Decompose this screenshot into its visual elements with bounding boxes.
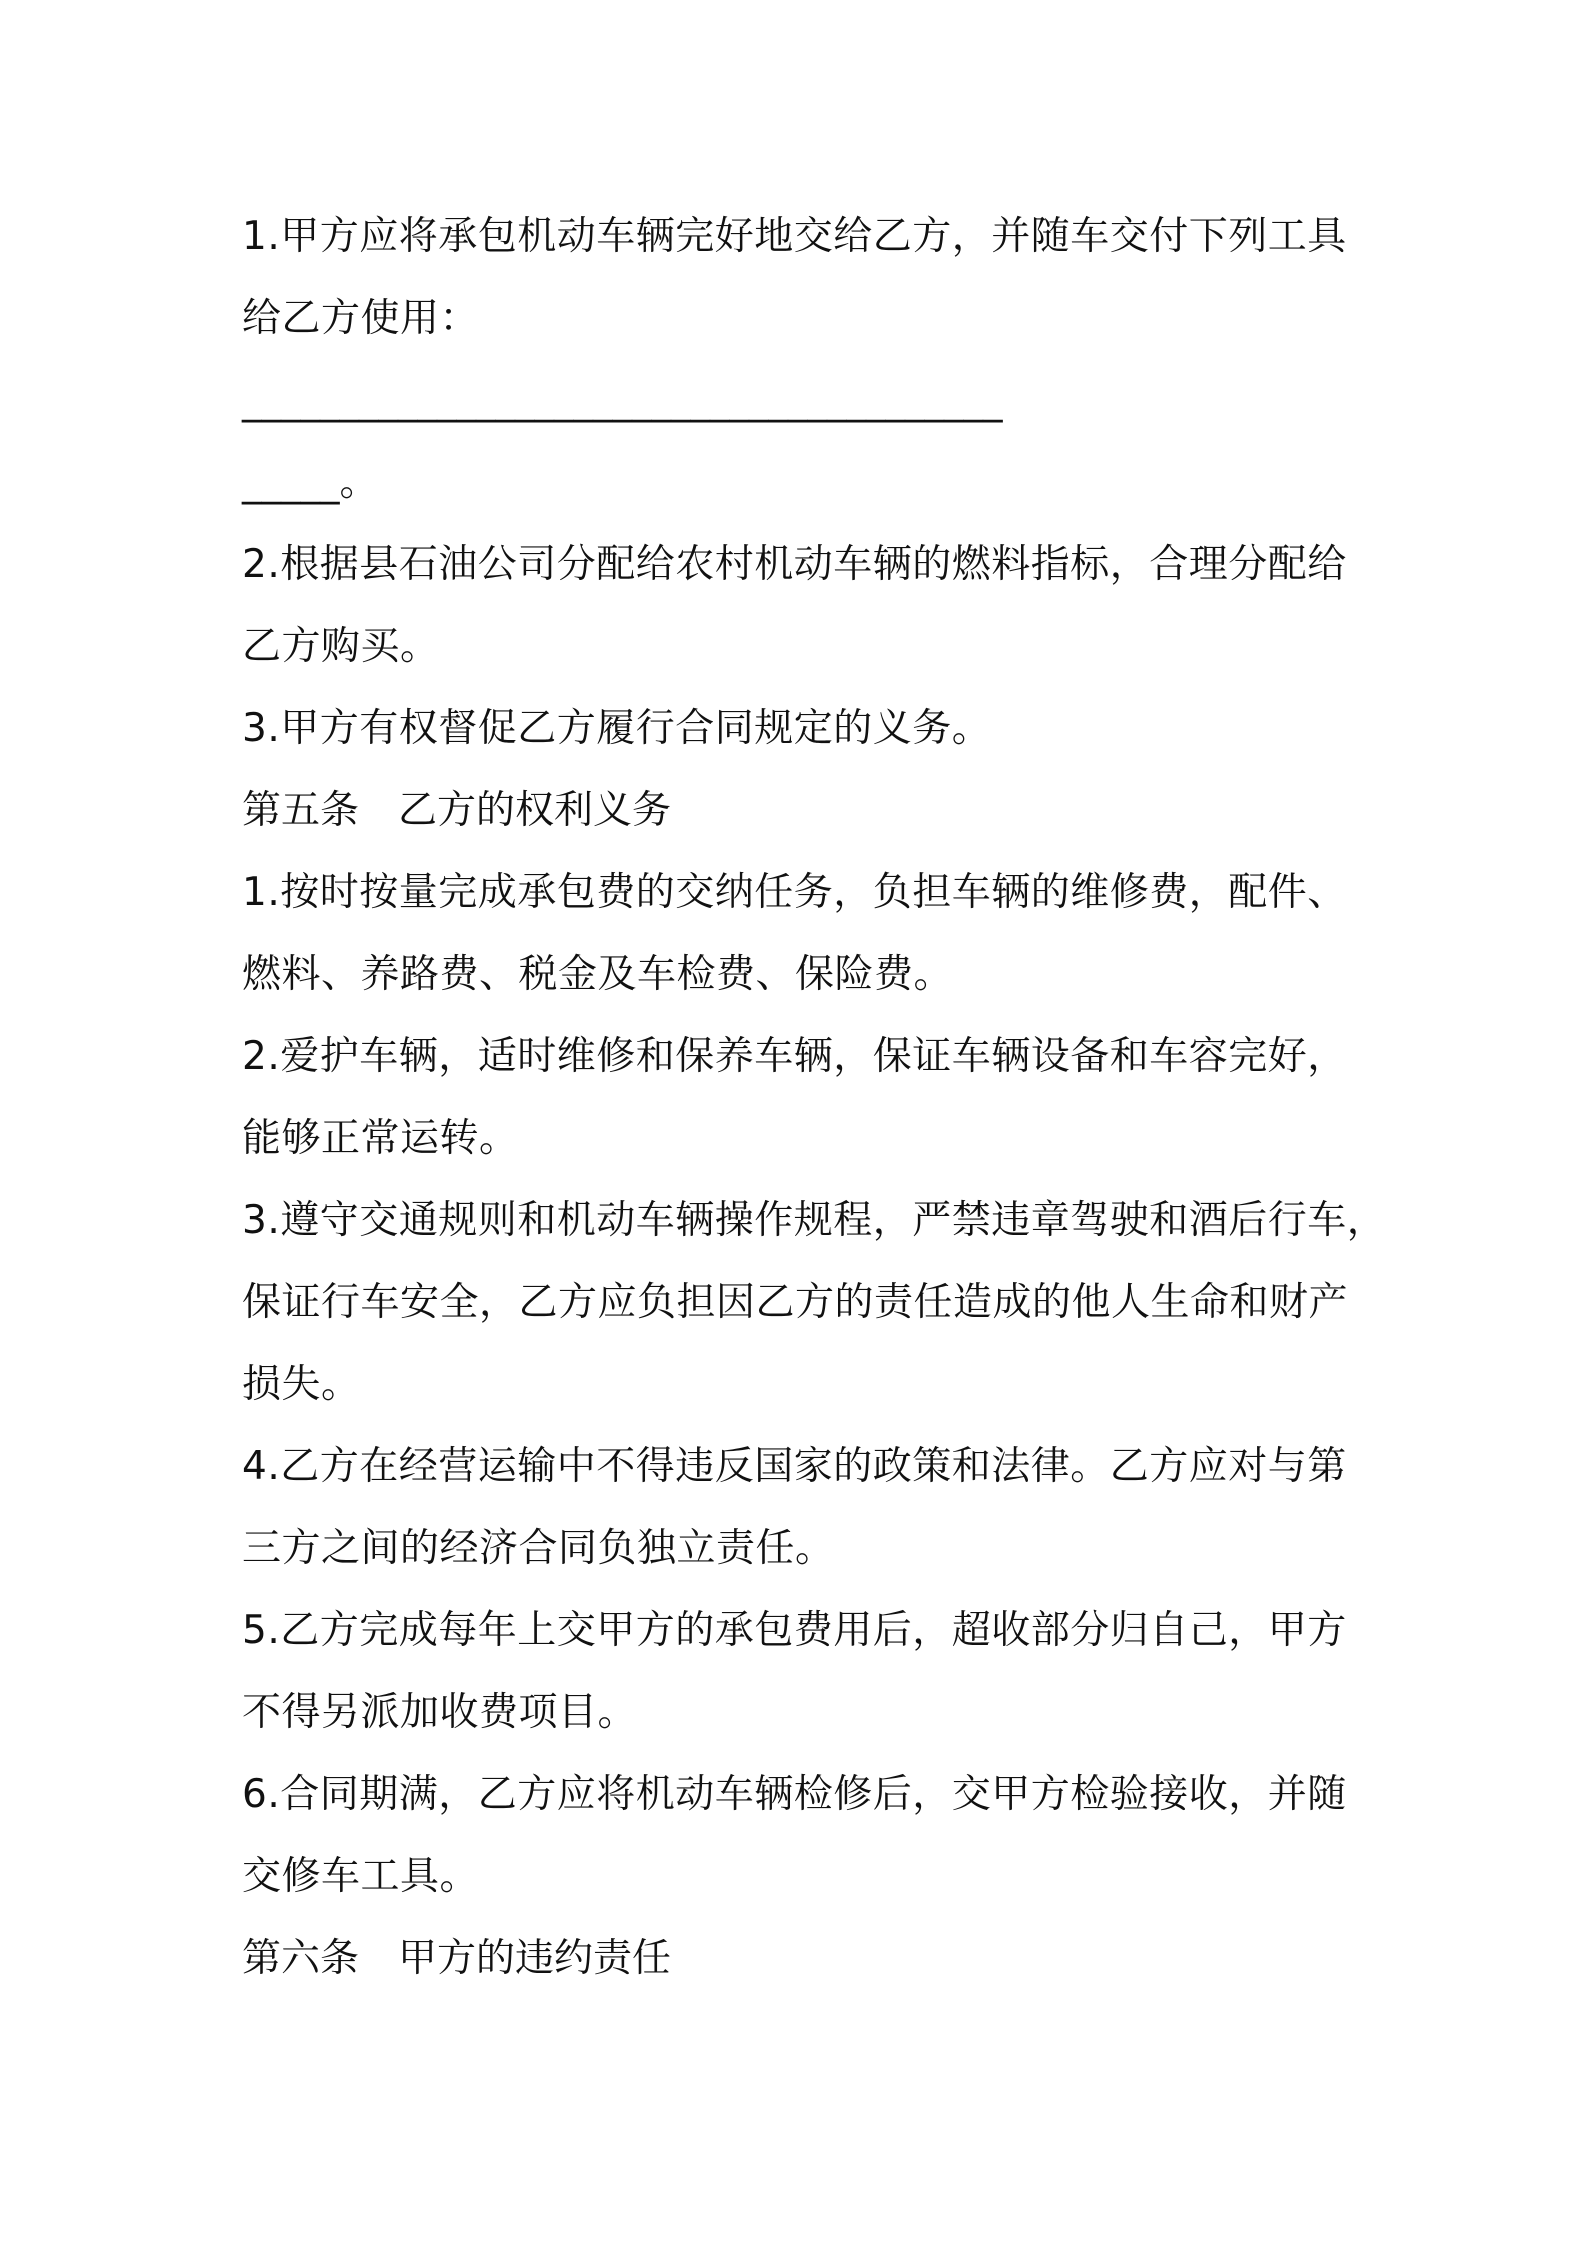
text-line: 6.合同期满，乙方应将机动车辆检修后，交甲方检验接收，并随 (242, 1772, 1347, 1817)
text-line: 不得另派加收费项目。 (242, 1690, 638, 1735)
text-line: 三方之间的经济合同负独立责任。 (242, 1526, 835, 1571)
text-line: 3.甲方有权督促乙方履行合同规定的义务。 (242, 706, 992, 751)
text-line: 给乙方使用： (242, 296, 480, 341)
text-line: 保证行车安全，乙方应负担因乙方的责任造成的他人生命和财产 (242, 1280, 1349, 1325)
text-line: 交修车工具。 (242, 1854, 480, 1899)
text-line: 2.爱护车辆，适时维修和保养车辆，保证车辆设备和车容完好， (242, 1034, 1347, 1079)
text-line: 损失。 (242, 1362, 361, 1407)
text-line: 2.根据县石油公司分配给农村机动车辆的燃料指标，合理分配给 (242, 542, 1347, 587)
article-heading: 第六条 甲方的违约责任 (242, 1936, 672, 1981)
blank-fill-line: _____。 (242, 460, 379, 505)
text-line: 3.遵守交通规则和机动车辆操作规程，严禁违章驾驶和酒后行车， (242, 1198, 1387, 1243)
text-line: 1.按时按量完成承包费的交纳任务，负担车辆的维修费，配件、 (242, 870, 1347, 915)
text-line: 1.甲方应将承包机动车辆完好地交给乙方，并随车交付下列工具 (242, 214, 1347, 259)
text-line: 4.乙方在经营运输中不得违反国家的政策和法律。乙方应对与第 (242, 1444, 1347, 1489)
text-line: 燃料、养路费、税金及车检费、保险费。 (242, 952, 954, 997)
text-line: 乙方购买。 (242, 624, 440, 669)
document-body (242, 196, 1392, 2000)
blank-fill-line: _______________________________________ (242, 378, 1003, 423)
text-line: 能够正常运转。 (242, 1116, 519, 1161)
article-heading: 第五条 乙方的权利义务 (242, 788, 672, 833)
text-line: 5.乙方完成每年上交甲方的承包费用后，超收部分归自己，甲方 (242, 1608, 1347, 1653)
